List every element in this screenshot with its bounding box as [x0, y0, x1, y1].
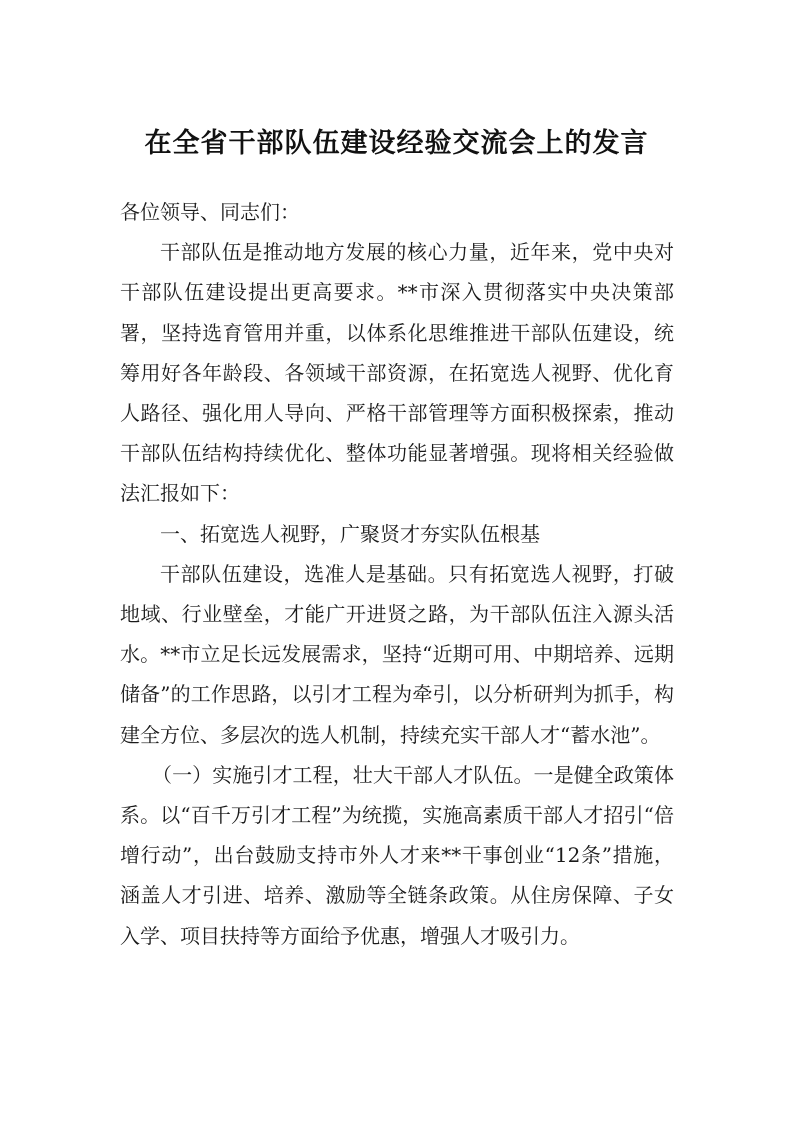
- paragraph-intro: 干部队伍是推动地方发展的核心力量，近年来，党中央对干部队伍建设提出更高要求。**市深入贯彻落实中央决策部署，坚持选育管用并重，以体系化思维推进干部队伍建设，统筹用好各年龄段、各领域干部资源，在拓宽选人视野、优化育人路径、强化用人导向、严格干部管理等方面积极探索，推动干部队伍结构持续优化、整体功能显著增强。现将相关经验做法汇报如下：: [120, 240, 674, 506]
- paragraph-section-1: 干部队伍建设，选准人是基础。只有拓宽选人视野，打破地域、行业壁垒，才能广开进贤之路，为干部队伍注入源头活水。**市立足长远发展需求，坚持“近期可用、中期培养、远期储备”的工作思路，以引才工程为牵引，以分析研判为抓手，构建全方位、多层次的选人机制，持续充实干部人才“蓄水池”。: [120, 561, 674, 747]
- paragraph-subsection-1: （一）实施引才工程，壮大干部人才队伍。一是健全政策体系。以“百千万引才工程”为统揽，实施高素质干部人才招引“倍增行动”，出台鼓励支持市外人才来**干事创业“12条”措施，涵盖人才引进、培养、激励等全链条政策。从住房保障、子女入学、项目扶持等方面给予优惠，增强人才吸引力。: [120, 762, 674, 948]
- salutation: 各位领导、同志们：: [120, 200, 300, 224]
- document-body: [120, 192, 674, 956]
- document-title: 在全省干部队伍建设经验交流会上的发言: [144, 128, 649, 159]
- section-heading-1: 一、拓宽选人视野，广聚贤才夯实队伍根基: [160, 521, 540, 546]
